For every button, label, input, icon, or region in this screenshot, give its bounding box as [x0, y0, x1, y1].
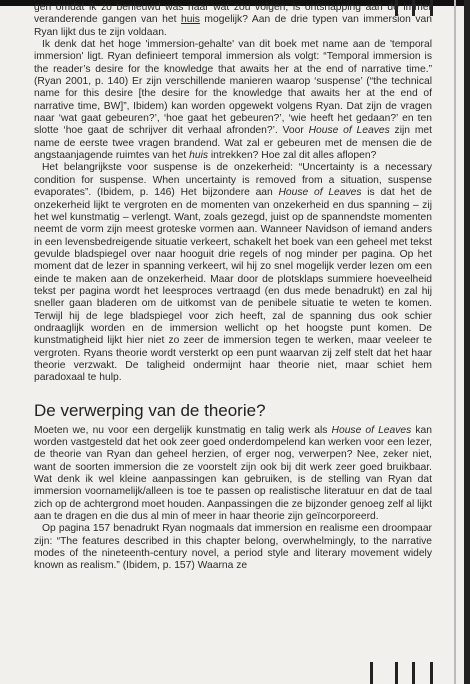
text-run: Op pagina 157 benadrukt Ryan nogmaals dat immersion en realisme een droompaar zijn: “The features described in this chapter belong, overwhelmingly, to the narrative modes of the nineteenth-century novel, a period style and literary movement widely known as realism.” (Ibidem, p. 157) Waarna ze — [34, 523, 432, 572]
section-heading: De verwerping van de theorie? — [34, 400, 266, 420]
text-run: is dat het de onzekerheid lijkt te vergroten en de momenten van onzekerheid en dus spanning – zij het wel kunstmatig – verlengt. Want, zoals gezegd, juist op de spannendste momenten neemt de vorm zijn meest groteske vormen aan. Wanneer Navidson of iemand anders in een levensbedreigende situatie verkeert, schakelt het boek van een geheel met tekst gevulde bladspiegel over naar hooguit drie regels of nog minder per pagina. Op het moment dat de lezer in spanning verkeert, wil hij zo snel mogelijk verder lezen om een einde te maken aan de onzekerheid. Maar door de plotsklaps summiere hoeveelheid tekst per pagina wordt het leesproces vertraagd (en dus mede benadrukt) en zal hij sneller gaan bladeren om de uitkomst van de penibele situatie te weten te komen. Terwijl hij de lege bladspiegel voor zich heeft, zal de spanning dus ook schier ondraaglijk worden en de immersion wellicht op het hoogste punt komen. De kunstmatigheid lijkt hier niet zo zeer de immersion tegen te werken, maar veeleer te vergroten. Ryans theorie wordt versterkt op een punt waarvan zij zelf stelt dat het haar theorie verzwakt. De taligheid ondermijnt haar theorie niet, maar schiet hem paradoxaal te hulp. — [34, 187, 432, 384]
scan-mark — [412, 662, 415, 684]
paragraph — [34, 523, 432, 572]
scan-mark — [430, 662, 433, 684]
italic-title: House of Leaves — [308, 125, 390, 137]
scan-edge-right — [464, 0, 470, 684]
scan-mark — [395, 662, 398, 684]
page-gutter-line — [454, 0, 456, 684]
text-run: Moeten we, nu voor een dergelijk kunstmatig en talig werk als — [34, 424, 332, 436]
italic-title: House of Leaves — [331, 424, 412, 436]
paragraphs-bottom — [34, 425, 432, 573]
text-run: gen omdat ik zo benieuwd was naar wat zou volgen; is ontsnapping aan de immer veranderende gangen van het — [34, 2, 432, 26]
scan-mark — [370, 662, 373, 684]
body-text — [34, 2, 432, 573]
italic-title: House of Leaves — [278, 187, 362, 199]
text-run: zijn met name de eerste twee vragen brandend. Wat zal er gebeuren met de mensen die de angstaanjagende ruimtes van het — [34, 125, 432, 162]
underlined-word: huis — [181, 14, 200, 26]
paragraph — [34, 425, 432, 524]
text-run: mogelijk? Aan de drie typen van immersion van Ryan lijkt dus te zijn voldaan. — [34, 14, 432, 38]
text-run: Het belangrijkste voor suspense is de onzekerheid: “Uncertainty is a necessary condition for suspense. When uncertainty is removed from a situation, suspense evaporates”. (Ibidem, p. 146) Het bijzondere aan — [34, 162, 432, 199]
text-run: kan worden vastgesteld dat het ook zeer goed onderdompelend kan werken voor een lezer, de theorie van Ryan dan geheel herzien, of erger nog, verwerpen? Nee, zeker niet, want de soorten immersion die ze voorstelt zijn ook bij dit werk zeer goed bruikbaar. Wat denk ik wel kleine aanpassingen kan gebruiken, is de stelling van Ryan dat immersion voornamelijk/alleen is toe te passen op realistische literatuur en dat de taal zich op de achtergrond moet houden. Aanpassingen die ze bijzonder genoeg zelf al lijkt aan te dragen en die dus al min of meer in haar theorie zijn geïncorporeerd. — [34, 424, 432, 523]
paragraphs-top — [34, 2, 432, 385]
text-run: intrekken? Hoe zal dit alles aflopen? — [208, 150, 377, 162]
paragraph — [34, 2, 432, 39]
paragraph — [34, 162, 432, 384]
paragraph — [34, 39, 432, 162]
text-run: Ik denk dat het hoge 'immersion-gehalte' van dit boek met name aan de 'temporal immersion' ligt. Ryan definieert temporal immersion als volgt: “Temporal immersion is the reader’s desire for the knowledge that awaits her at the end of narrative time.” (Ryan 2001, p. 140) Er zijn verschillende manieren waarop ‘suspense’ (“the technical name for this desire [the desire for the knowledge that awaits her at the end of narrative time, BW]”, Ibidem) kan worden opgewekt volgens Ryan. Dat zijn de vragen naar ‘wat gaat gebeuren?’, ‘hoe gaat het gebeuren?’, ‘wie heeft het gedaan?’ en ten slotte ‘hoe gaat de schrijver dit verhaal afronden?’. Voor — [34, 39, 432, 137]
italic-title: huis — [189, 150, 209, 162]
